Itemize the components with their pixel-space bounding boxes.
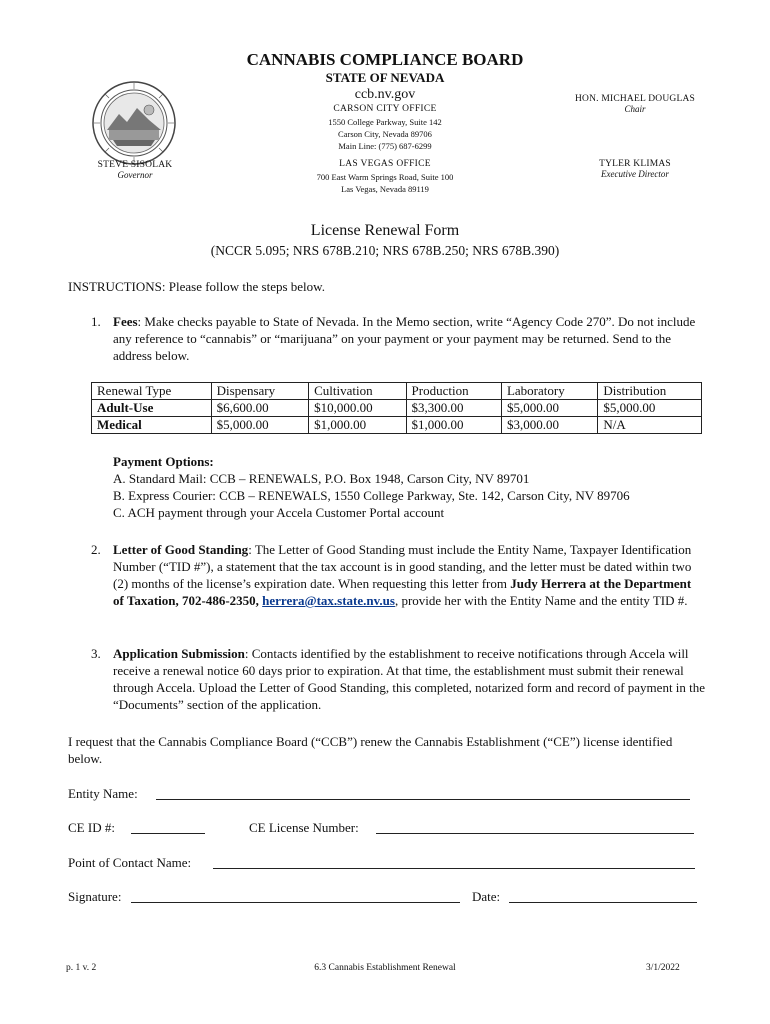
chair-role: Chair — [624, 104, 646, 114]
form-title: License Renewal Form — [310, 222, 460, 239]
fee-header-distribution: Distribution — [598, 383, 702, 400]
ce-license-field[interactable] — [376, 833, 694, 834]
contact-name-field[interactable] — [213, 868, 695, 869]
chair-name: HON. MICHAEL DOUGLAS — [574, 94, 696, 104]
payment-options-title: Payment Options: — [113, 454, 214, 469]
fee-table — [91, 382, 702, 434]
footer-page-number: p. 1 v. 2 — [66, 963, 97, 973]
signature-label: Signature: — [68, 889, 122, 904]
executive-director-role: Executive Director — [601, 169, 669, 179]
payment-options — [113, 453, 630, 521]
vegas-office-title: LAS VEGAS OFFICE — [339, 159, 431, 169]
step-3-body: : Contacts identified by the establishment to receive notifications through Accela will receive a renewal notice 60 days prior to expiration. At that time, the establishment must submit their renewal through Accela. Upload the Letter of Good Standing, this completed, notarized form and record of payment in the “Documents” section of the application. — [113, 646, 706, 712]
executive-director-block — [560, 159, 710, 179]
ce-id-label: CE ID #: — [68, 820, 115, 835]
step-1-text — [113, 313, 708, 364]
ce-id-field[interactable] — [131, 833, 205, 834]
request-statement: I request that the Cannabis Compliance Board (“CCB”) renew the Cannabis Establishment (“CE”) license identified below. — [68, 734, 673, 766]
step-1-heading: Fees — [113, 314, 138, 329]
step-1-number: 1. — [91, 314, 101, 329]
carson-office-line2: Carson City, Nevada 89706 — [338, 129, 432, 139]
step-2-text — [113, 541, 703, 609]
step-3-text — [113, 645, 708, 713]
step-2-body-b: , provide her with the Entity Name and the entity TID #. — [394, 593, 688, 608]
step-2-body-a: : The Letter of Good Standing must include the Entity Name, Taxpayer Identification Number (“TID #”), a statement that the tax account is in good standing, and the letter must be dated within two (2) months of the license’s expiration date. When requesting this letter from — [113, 542, 692, 591]
instructions-line: INSTRUCTIONS: Please follow the steps below. — [68, 279, 325, 294]
date-label: Date: — [472, 889, 501, 904]
fee-row-label: Medical — [92, 417, 212, 434]
fee-cell: $3,300.00 — [406, 400, 501, 417]
taxation-contact: Judy Herrera at the Department of Taxation, 702-486-2350, — [113, 576, 692, 608]
footer-date: 3/1/2022 — [646, 963, 680, 973]
fee-cell: $5,000.00 — [501, 400, 597, 417]
list-item: B. Express Courier: CCB – RENEWALS, 1550 College Parkway, Ste. 142, Carson City, NV 89706 — [113, 488, 630, 503]
ce-license-label: CE License Number: — [249, 820, 359, 835]
chair-block — [560, 94, 710, 114]
date-field[interactable] — [509, 902, 697, 903]
website-link[interactable]: ccb.nv.gov — [354, 87, 416, 102]
vegas-office-line1: 700 East Warm Springs Road, Suite 100 — [316, 172, 454, 182]
board-title: CANNABIS COMPLIANCE BOARD — [246, 50, 524, 69]
fee-table-header-row — [92, 383, 702, 400]
statute-citations: (NCCR 5.095; NRS 678B.210; NRS 678B.250; NRS 678B.390) — [210, 243, 560, 258]
carson-office-line1: 1550 College Parkway, Suite 142 — [328, 117, 442, 127]
step-1-body: : Make checks payable to State of Nevada. In the Memo section, write “Agency Code 270”. Do not include any reference to “cannabis” or “marijuana” on your payment or your payment may be returned. Send to the address below. — [113, 314, 696, 363]
fee-header-dispensary: Dispensary — [211, 383, 308, 400]
fee-cell: N/A — [598, 417, 702, 434]
fee-cell: $10,000.00 — [309, 400, 406, 417]
fee-header-laboratory: Laboratory — [501, 383, 597, 400]
fee-header-production: Production — [406, 383, 501, 400]
vegas-office-line2: Las Vegas, Nevada 89119 — [341, 184, 429, 194]
fee-row-label: Adult-Use — [92, 400, 212, 417]
entity-name-field[interactable] — [156, 799, 690, 800]
governor-block — [70, 160, 200, 180]
contact-name-label: Point of Contact Name: — [68, 855, 192, 870]
state-name: STATE OF NEVADA — [325, 70, 445, 85]
fee-cell: $3,000.00 — [501, 417, 597, 434]
table-row — [92, 400, 702, 417]
step-3-heading: Application Submission — [113, 646, 245, 661]
fee-header-renewal-type: Renewal Type — [92, 383, 212, 400]
carson-office-title: CARSON CITY OFFICE — [333, 104, 437, 114]
step-3-number: 3. — [91, 646, 101, 661]
list-item: C. ACH payment through your Accela Customer Portal account — [113, 505, 445, 520]
governor-name: STEVE SISOLAK — [97, 160, 173, 170]
fee-cell: $1,000.00 — [406, 417, 501, 434]
signature-field[interactable] — [131, 902, 460, 903]
governor-role: Governor — [117, 170, 153, 180]
fee-header-cultivation: Cultivation — [309, 383, 406, 400]
entity-name-label: Entity Name: — [68, 786, 138, 801]
carson-office-phone: Main Line: (775) 687-6299 — [338, 141, 432, 151]
fee-cell: $5,000.00 — [211, 417, 308, 434]
table-row — [92, 417, 702, 434]
footer-document-name: 6.3 Cannabis Establishment Renewal — [314, 963, 456, 973]
step-2-heading: Letter of Good Standing — [113, 542, 249, 557]
taxation-email-link[interactable]: herrera@tax.state.nv.us — [262, 593, 395, 608]
fee-cell: $5,000.00 — [598, 400, 702, 417]
step-2-number: 2. — [91, 542, 101, 557]
executive-director-name: TYLER KLIMAS — [599, 159, 671, 169]
list-item: A. Standard Mail: CCB – RENEWALS, P.O. Box 1948, Carson City, NV 89701 — [113, 471, 530, 486]
fee-cell: $6,600.00 — [211, 400, 308, 417]
fee-cell: $1,000.00 — [309, 417, 406, 434]
